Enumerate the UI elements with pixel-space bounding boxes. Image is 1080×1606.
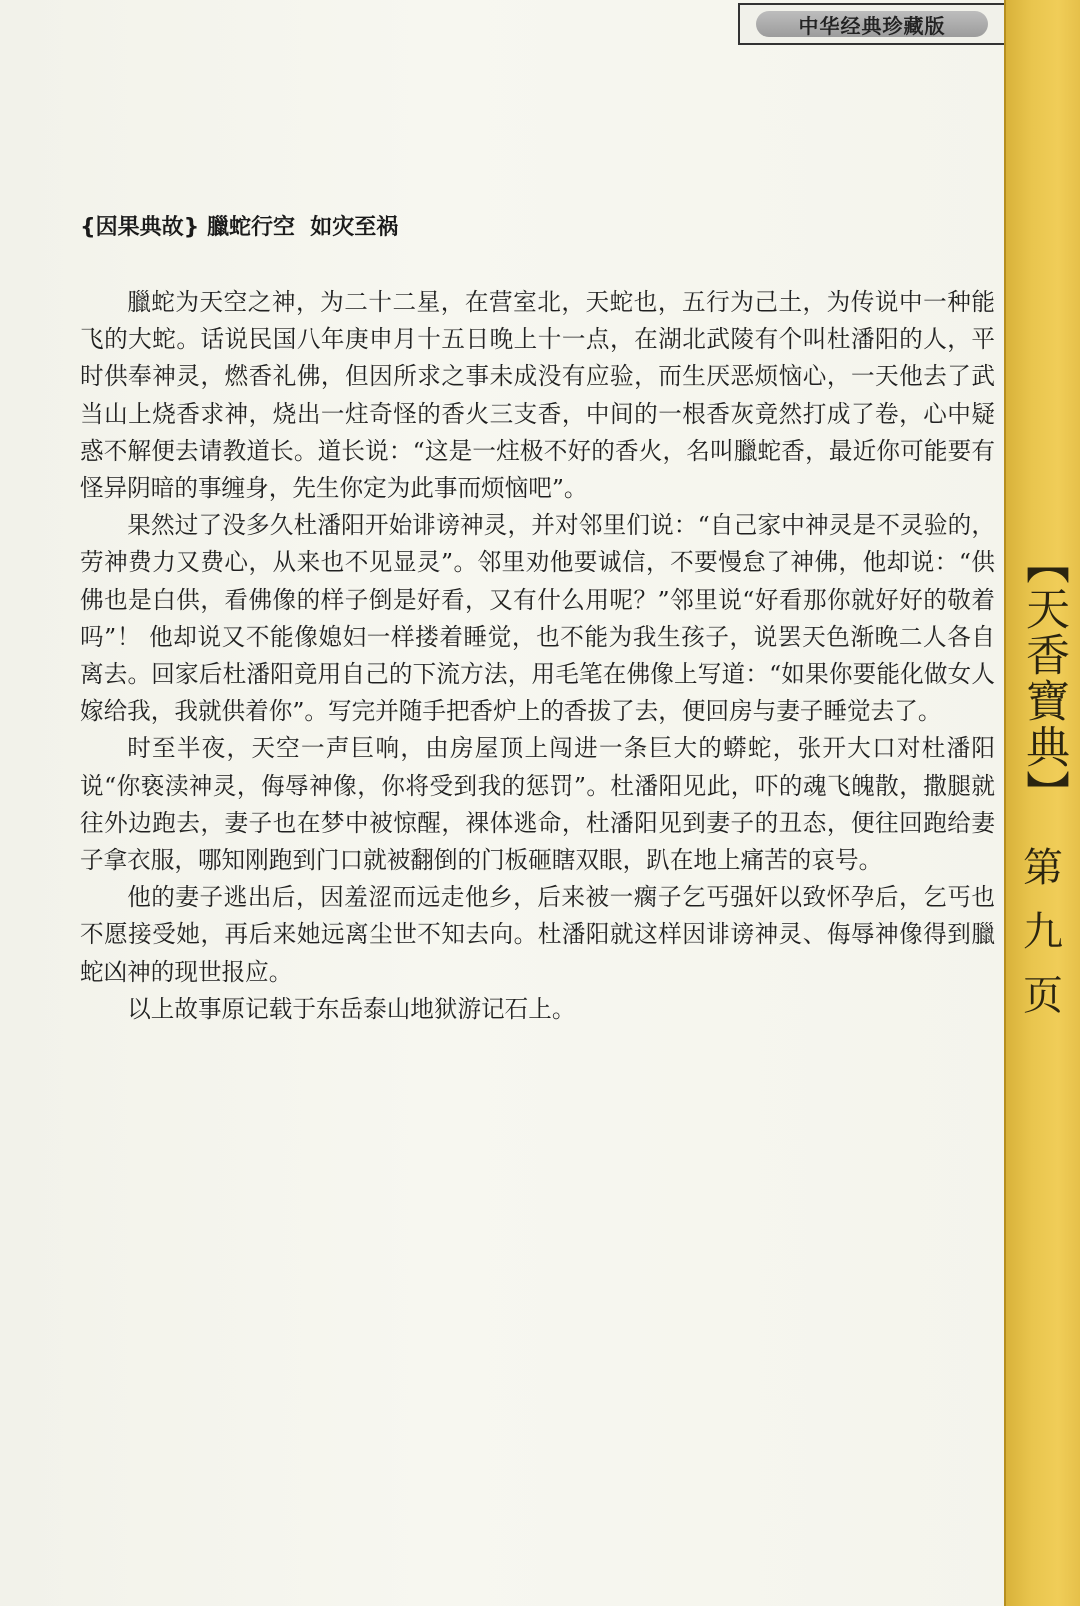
article-body — [80, 284, 995, 1028]
spine-book-title: 【天香寶典】 — [1018, 540, 1069, 816]
paragraph: 以上故事原记载于东岳泰山地狱游记石上。 — [127, 994, 576, 1023]
series-header-box — [738, 3, 1006, 45]
series-header-label: 中华经典珍藏版 — [756, 11, 988, 37]
book-spine — [1004, 0, 1080, 1606]
article-title: {因果典故} 臘蛇行空 如灾至祸 — [80, 215, 399, 240]
paragraph: 果然过了没多久杜潘阳开始诽谤神灵，并对邻里们说：“自己家中神灵是不灵验的，劳神费力又费心，从来也不见显灵”。邻里劝他要诚信，不要慢怠了神佛，他却说：“供佛也是白供，看佛像的样子倒是好看，又有什么用呢？”邻里说“好看那你就好好的敬着吗”！ 他却说又不能像媳妇一样搂着睡觉，也不能为我生孩子，说罢天色渐晚二人各自离去。回家后杜潘阳竟用自己的下流方法，用毛笔在佛像上写道：“如果你要能化做女人嫁给我，我就供着你”。写完并随手把香炉上的香拔了去，便回房与妻子睡觉去了。 — [80, 511, 995, 726]
spine-page-char: 第 — [1023, 845, 1063, 891]
spine-page-char: 九 — [1023, 909, 1063, 955]
paragraph: 时至半夜，天空一声巨响，由房屋顶上闯进一条巨大的蟒蛇，张开大口对杜潘阳说“你亵渎神灵，侮辱神像，你将受到我的惩罚”。杜潘阳见此，吓的魂飞魄散，撒腿就往外边跑去，妻子也在梦中被惊醒，裸体逃命，杜潘阳见到妻子的丑态，便往回跑给妻子拿衣服，哪知刚跑到门口就被翻倒的门板砸瞎双眼，趴在地上痛苦的哀号。 — [80, 734, 995, 875]
paragraph: 他的妻子逃出后，因羞涩而远走他乡，后来被一瘸子乞丐强奸以致怀孕后，乞丐也不愿接受她，再后来她远离尘世不知去向。杜潘阳就这样因诽谤神灵、侮辱神像得到臘蛇凶神的现世报应。 — [80, 883, 995, 986]
spine-page-number — [1023, 836, 1063, 1028]
spine-page-char: 页 — [1023, 973, 1063, 1019]
spine-text — [1012, 540, 1074, 1028]
paragraph: 臘蛇为天空之神，为二十二星，在营室北，天蛇也，五行为己土，为传说中一种能飞的大蛇。话说民国八年庚申月十五日晚上十一点，在湖北武陵有个叫杜潘阳的人，平时供奉神灵，燃香礼佛，但因所求之事未成没有应验，而生厌恶烦恼心，一天他去了武当山上烧香求神，烧出一炷奇怪的香火三支香，中间的一根香灰竟然打成了卷，心中疑惑不解便去请教道长。道长说：“这是一炷极不好的香火，名叫臘蛇香，最近你可能要有怪异阴暗的事缠身，先生你定为此事而烦恼吧”。 — [80, 288, 995, 503]
